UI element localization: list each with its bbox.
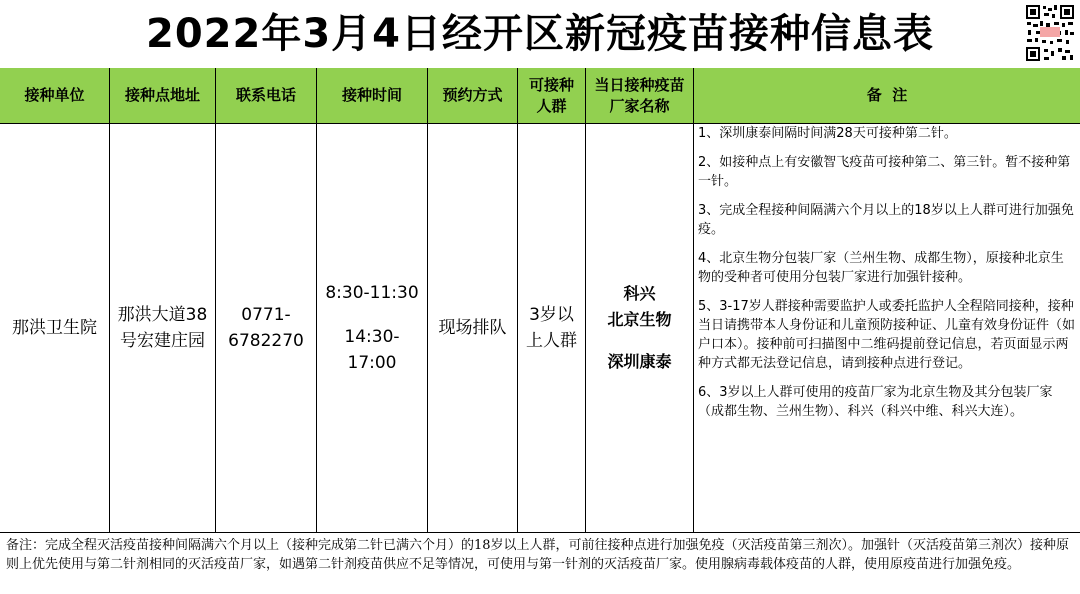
header-crowd-line1: 可接种 bbox=[528, 75, 574, 94]
note-item: 3、完成全程接种间隔满六个月以上的18岁以上人群可进行加强免疫。 bbox=[698, 203, 1074, 237]
crowd-line2: 上人群 bbox=[526, 331, 577, 351]
qr-code-icon[interactable] bbox=[1024, 3, 1076, 63]
cell-vendors bbox=[586, 124, 694, 533]
header-vendor-line2: 厂家名称 bbox=[609, 96, 670, 115]
vendor-beijing-bio: 北京生物 bbox=[607, 310, 672, 329]
address-line2: 号宏建庄园 bbox=[119, 331, 205, 351]
header-phone: 联系电话 bbox=[216, 68, 317, 124]
time-afternoon-start: 14:30- bbox=[344, 327, 400, 347]
vendor-shenzhen-kangtai: 深圳康泰 bbox=[607, 352, 672, 371]
header-unit: 接种单位 bbox=[0, 68, 110, 124]
vendor-kexing: 科兴 bbox=[623, 284, 656, 303]
header-crowd-line2: 人群 bbox=[536, 96, 567, 115]
header-address: 接种点地址 bbox=[110, 68, 216, 124]
phone-line2: 6782270 bbox=[228, 331, 304, 351]
header-crowd bbox=[518, 68, 586, 124]
header-vendor bbox=[586, 68, 694, 124]
crowd-line1: 3岁以 bbox=[529, 305, 574, 325]
footer-remark: 备注：完成全程灭活疫苗接种间隔满六个月以上（接种完成第二针已满六个月）的18岁以上人群，可前往接种点进行加强免疫（灭活疫苗第三剂次）。加强针（灭活疫苗第三剂次）接种原则上优先使用与第二针剂相同的灭活疫苗厂家，如遇第二针剂疫苗供应不足等情况，可使用与第一针剂的灭活疫苗厂家。使用腺病毒载体疫苗的人群，使用原疫苗进行加强免疫。 bbox=[6, 538, 1070, 572]
note-item: 6、3岁以上人群可使用的疫苗厂家为北京生物及其分包装厂家（成都生物、兰州生物）、科兴（科兴中维、科兴大连）。 bbox=[698, 385, 1053, 419]
cell-unit: 那洪卫生院 bbox=[0, 124, 110, 533]
cell-time bbox=[317, 124, 428, 533]
address-line1: 那洪大道38 bbox=[117, 305, 208, 325]
note-item: 5、3-17岁人群接种需要监护人或委托监护人全程陪同接种，接种当日请携带本人身份证和儿童预防接种证、儿童有效身份证件（如户口本）。接种前可扫描图中二维码提前登记信息，若页面显示两种方式都无法登记信息，请到接种点进行登记。 bbox=[698, 299, 1076, 371]
header-time: 接种时间 bbox=[317, 68, 428, 124]
page-title: 2022年3月4日经开区新冠疫苗接种信息表 bbox=[146, 11, 934, 57]
cell-booking: 现场排队 bbox=[428, 124, 518, 533]
cell-address bbox=[110, 124, 216, 533]
cell-crowd bbox=[518, 124, 586, 533]
time-morning: 8:30-11:30 bbox=[325, 283, 419, 303]
header-vendor-line1: 当日接种疫苗 bbox=[594, 75, 685, 94]
phone-line1: 0771- bbox=[241, 305, 291, 325]
title-bar bbox=[0, 0, 1080, 69]
cell-phone bbox=[216, 124, 317, 533]
header-booking: 预约方式 bbox=[428, 68, 518, 124]
note-item: 1、深圳康泰间隔时间满28天可接种第二针。 bbox=[698, 126, 957, 141]
header-remarks: 备 注 bbox=[694, 68, 1080, 124]
time-afternoon-end: 17:00 bbox=[347, 353, 397, 373]
note-item: 4、北京生物分包装厂家（兰州生物、成都生物），原接种北京生物的受种者可使用分包装厂家进行加强针接种。 bbox=[698, 251, 1064, 285]
cell-notes bbox=[694, 124, 1080, 533]
note-item: 2、如接种点上有安徽智飞疫苗可接种第二、第三针。暂不接种第一针。 bbox=[698, 155, 1071, 189]
